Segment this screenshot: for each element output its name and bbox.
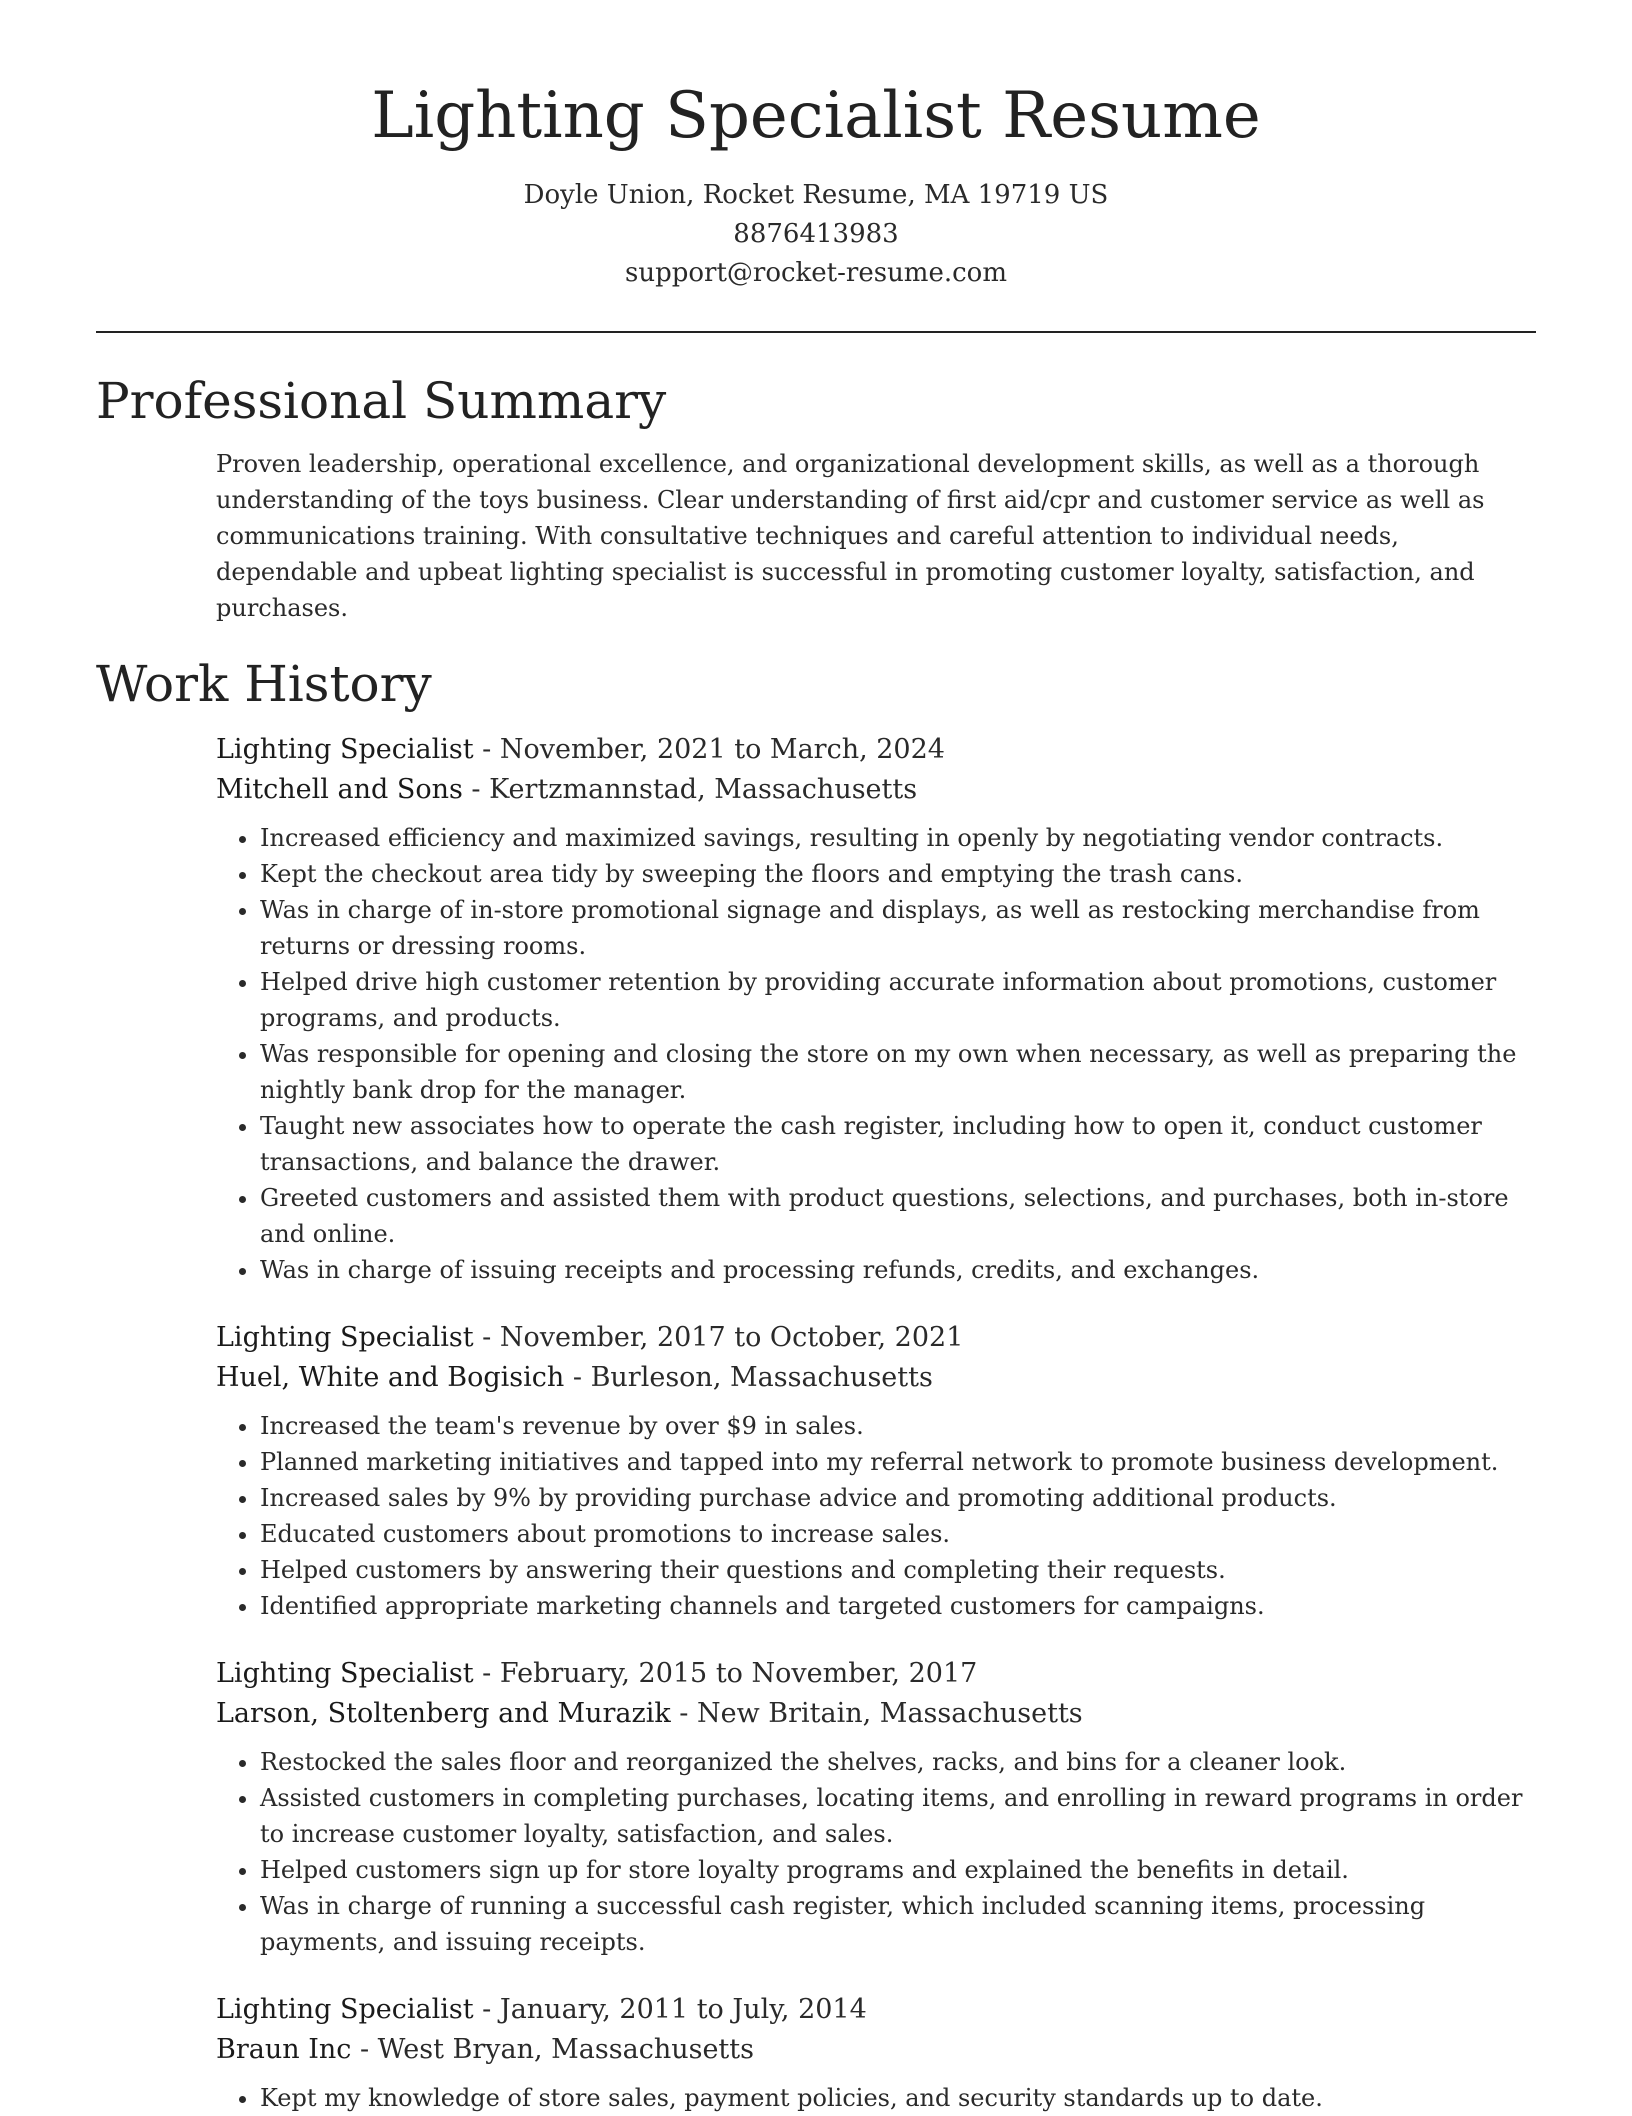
job-dates: - November, 2017 to October, 2021 (473, 1321, 964, 1353)
resume-header (96, 80, 1536, 293)
job-entry (216, 730, 1536, 1288)
contact-address: Doyle Union, Rocket Resume, MA 19719 US (523, 179, 1109, 210)
company-location: - Burleson, Massachusetts (564, 1361, 933, 1393)
job-bullet: • Identified appropriate marketing channels and targeted customers for campaigns. (260, 1588, 1536, 1624)
job-bullet: • Helped drive high customer retention by providing accurate information about promotions, customer programs, and products. (260, 964, 1536, 1036)
job-bullet: • Increased sales by 9% by providing purchase advice and promoting additional products. (260, 1480, 1536, 1516)
contact-email: support@rocket-resume.com (624, 257, 1007, 288)
job-title: Lighting Specialist (216, 1993, 474, 2025)
company-name: Mitchell and Sons (216, 773, 463, 805)
summary-text: Proven leadership, operational excellence, and organizational development skills, as well as a thorough understanding of the toys business. Clear understanding of first aid/cpr and customer service as well as communications training. With consultative techniques and careful attention to individual needs, dependable and upbeat lighting specialist is successful in promoting customer loyalty, satisfaction, and purchases. (216, 450, 1485, 623)
work-history-list (96, 730, 1536, 2116)
contact-phone: 8876413983 (733, 218, 899, 249)
job-dates: - January, 2011 to July, 2014 (473, 1993, 867, 2025)
job-bullet: • Increased efficiency and maximized savings, resulting in openly by negotiating vendor contracts. (260, 820, 1536, 856)
job-company-line (216, 2030, 1536, 2070)
section-heading-summary: Professional Summary (96, 371, 667, 430)
page-title: Lighting Specialist Resume (371, 79, 1261, 153)
job-company-line (216, 770, 1536, 810)
job-company-line (216, 1358, 1536, 1398)
company-location: - New Britain, Massachusetts (670, 1697, 1083, 1729)
job-bullet: • Taught new associates how to operate the cash register, including how to open it, conduct customer transactions, and balance the drawer. (260, 1108, 1536, 1180)
job-dates: - November, 2021 to March, 2024 (473, 733, 945, 765)
job-bullet: • Assisted customers in completing purchases, locating items, and enrolling in reward programs in order to increase customer loyalty, satisfaction, and sales. (260, 1780, 1536, 1852)
job-bullet-list (216, 1408, 1536, 1624)
job-bullet: • Planned marketing initiatives and tapped into my referral network to promote business development. (260, 1444, 1536, 1480)
job-title: Lighting Specialist (216, 1657, 474, 1689)
job-bullet: • Was in charge of running a successful cash register, which included scanning items, processing payments, and issuing receipts. (260, 1888, 1536, 1960)
company-location: - Kertzmannstad, Massachusetts (462, 773, 918, 805)
job-bullet: • Kept the checkout area tidy by sweeping the floors and emptying the trash cans. (260, 856, 1536, 892)
job-title-line (216, 1990, 1536, 2030)
job-entry (216, 1990, 1536, 2116)
section-heading-work-history: Work History (96, 655, 432, 714)
job-bullet-list (216, 1744, 1536, 1960)
job-title-line (216, 1318, 1536, 1358)
summary-body (96, 446, 1536, 626)
job-bullet: • Helped customers by answering their questions and completing their requests. (260, 1552, 1536, 1588)
job-bullet: • Educated customers about promotions to increase sales. (260, 1516, 1536, 1552)
job-bullet: • Was responsible for opening and closing the store on my own when necessary, as well as preparing the nightly bank drop for the manager. (260, 1036, 1536, 1108)
company-name: Braun Inc (216, 2033, 352, 2065)
work-history-section (96, 656, 1536, 2116)
job-bullet: • Greeted customers and assisted them with product questions, selections, and purchases, both in-store and online. (260, 1180, 1536, 1252)
job-bullet-list (216, 820, 1536, 1288)
job-dates: - February, 2015 to November, 2017 (473, 1657, 978, 1689)
job-title: Lighting Specialist (216, 733, 474, 765)
company-name: Huel, White and Bogisich (216, 1361, 565, 1393)
job-bullet: • Restocked the sales floor and reorganized the shelves, racks, and bins for a cleaner look. (260, 1744, 1536, 1780)
company-name: Larson, Stoltenberg and Murazik (216, 1697, 671, 1729)
job-title: Lighting Specialist (216, 1321, 474, 1353)
job-bullet: • Was in charge of in-store promotional signage and displays, as well as restocking merchandise from returns or dressing rooms. (260, 892, 1536, 964)
job-bullet: • Was in charge of issuing receipts and processing refunds, credits, and exchanges. (260, 1252, 1536, 1288)
job-title-line (216, 730, 1536, 770)
job-entry (216, 1654, 1536, 1960)
company-location: - West Bryan, Massachusetts (351, 2033, 754, 2065)
job-bullet: • Helped customers sign up for store loyalty programs and explained the benefits in detail. (260, 1852, 1536, 1888)
header-divider (96, 331, 1536, 333)
job-title-line (216, 1654, 1536, 1694)
job-bullet: • Kept my knowledge of store sales, payment policies, and security standards up to date. (260, 2080, 1536, 2116)
job-bullet-list (216, 2080, 1536, 2116)
job-bullet: • Increased the team's revenue by over $9 in sales. (260, 1408, 1536, 1444)
job-company-line (216, 1694, 1536, 1734)
job-entry (216, 1318, 1536, 1624)
professional-summary-section (96, 373, 1536, 627)
